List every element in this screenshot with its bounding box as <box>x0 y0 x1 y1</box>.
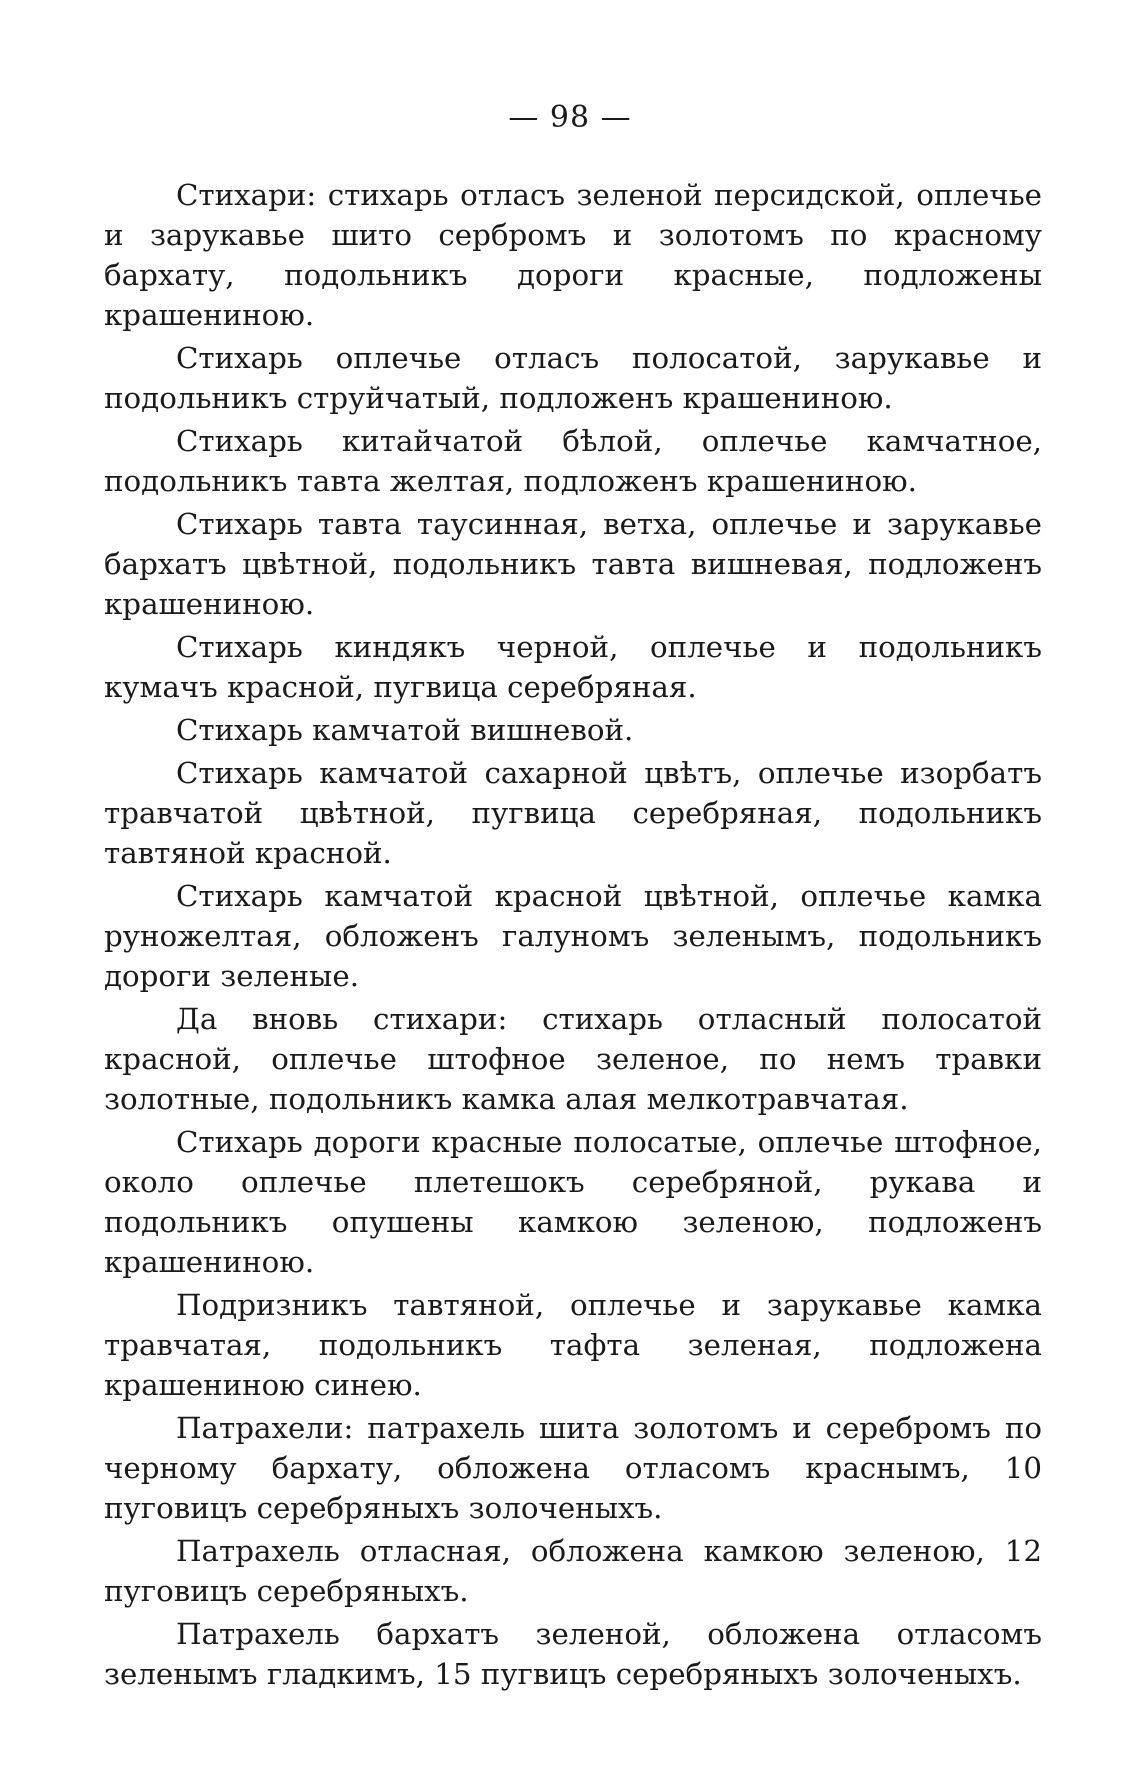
paragraph: Стихарь камчатой вишневой. <box>176 713 634 747</box>
paragraph: Да вновь стихари: стихарь отласный полосатой красной, оплечье штофное зеленое, по немъ травки золотные, подольникъ камка алая мелкотравчатая. <box>104 1002 1042 1116</box>
paragraph: Стихарь оплечье отласъ полосатой, зарукавье и подольникъ струйчатый, подложенъ крашениною. <box>104 341 1042 415</box>
paragraph: Стихарь тавта таусинная, ветха, оплечье и зарукавье бархатъ цвѣтной, подольникъ тавта вишневая, подложенъ крашениною. <box>104 507 1042 621</box>
paragraph: Стихари: стихарь отласъ зеленой персидской, оплечье и зарукавье шито сербромъ и золотомъ по красному бархату, подольникъ дороги красные, подложены крашениною. <box>104 178 1042 332</box>
paragraph: Стихарь камчатой красной цвѣтной, оплечье камка руножелтая, обложенъ галуномъ зеленымъ, подольникъ дороги зеленые. <box>104 879 1042 993</box>
body-text <box>104 175 1042 1697</box>
page-number: — 98 — <box>508 100 632 135</box>
paragraph: Стихарь киндякъ черной, оплечье и подольникъ кумачъ красной, пугвица серебряная. <box>104 630 1042 704</box>
paragraph: Стихарь дороги красные полосатые, оплечье штофное, около оплечье плетешокъ серебряной, рукава и подольникъ опушены камкою зеленою, подложенъ крашениною. <box>104 1125 1042 1279</box>
paragraph: Патрахели: патрахель шита золотомъ и серебромъ по черному бархату, обложена отласомъ краснымъ, 10 пуговицъ серебряныхъ золоченыхъ. <box>104 1411 1042 1525</box>
paragraph: Патрахель бархатъ зеленой, обложена отласомъ зеленымъ гладкимъ, 15 пугвицъ серебряныхъ золоченыхъ. <box>104 1617 1042 1691</box>
paragraph: Стихарь китайчатой бѣлой, оплечье камчатное, подольникъ тавта желтая, подложенъ крашениною. <box>104 424 1042 498</box>
paragraph: Подризникъ тавтяной, оплечье и зарукавье камка травчатая, подольникъ тафта зеленая, подложена крашениною синею. <box>104 1288 1042 1402</box>
paragraph: Патрахель отласная, обложена камкою зеленою, 12 пуговицъ серебряныхъ. <box>104 1534 1042 1608</box>
paragraph: Стихарь камчатой сахарной цвѣтъ, оплечье изорбатъ травчатой цвѣтной, пугвица серебряная, подольникъ тавтяной красной. <box>104 756 1042 870</box>
